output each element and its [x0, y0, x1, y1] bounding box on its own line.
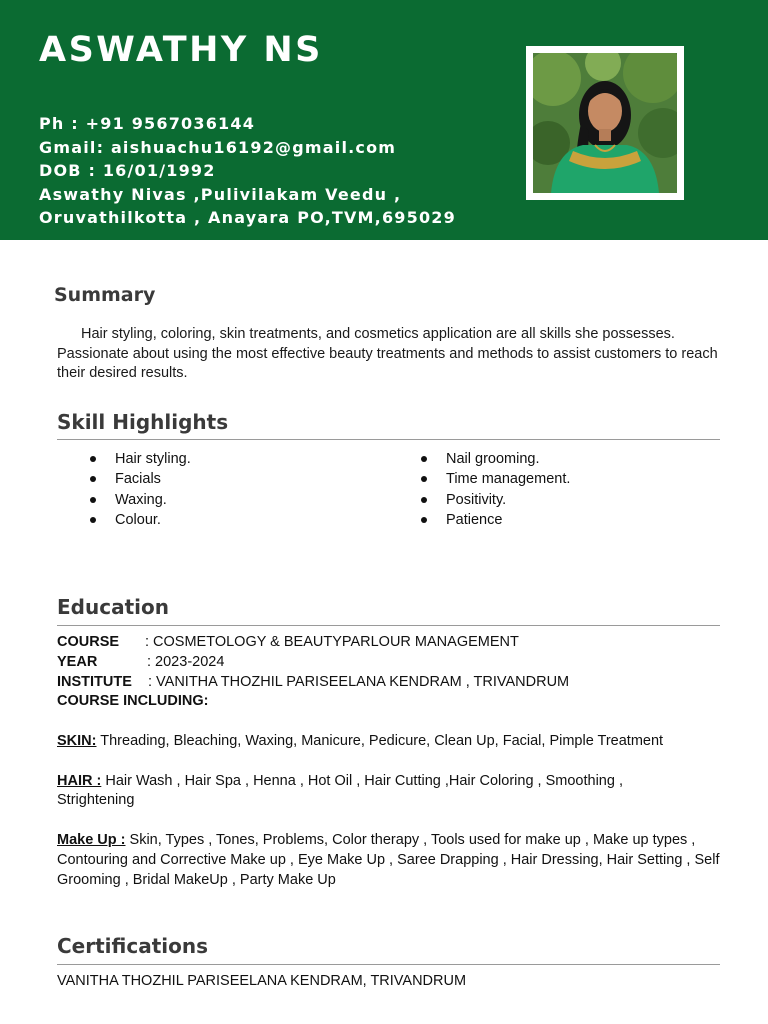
skill-item: Colour.: [57, 510, 191, 530]
skills-divider: [57, 439, 720, 440]
course-value: : COSMETOLOGY & BEAUTYPARLOUR MANAGEMENT: [145, 634, 519, 650]
summary-body: Hair styling, coloring, skin treatments, and cosmetics application are all skills she possesses. Passionate about using the most effective beauty treatments and methods to assist customers to reach their desired results.: [57, 326, 718, 382]
header-banner: [0, 0, 768, 240]
skin-paragraph: [57, 732, 727, 752]
skin-label: SKIN:: [57, 732, 97, 749]
course-including-label: COURSE INCLUDING:: [57, 693, 209, 710]
skill-item: Nail grooming.: [388, 449, 570, 469]
certifications-heading: Certifications: [57, 934, 208, 958]
profile-photo: [526, 46, 684, 200]
makeup-text: Skin, Types , Tones, Problems, Color therapy , Tools used for make up , Make up types , Contouring and Corrective Make up , Eye Make Up , Saree Drapping , Hair Dressing, Hair Setting , Self Grooming , Bridal MakeUp , Party Make Up: [57, 831, 720, 888]
institute-label: INSTITUTE: [57, 673, 132, 690]
portrait-illustration: [533, 53, 677, 193]
course-row: [57, 633, 727, 653]
skill-item: Positivity.: [388, 490, 570, 510]
year-label: YEAR: [57, 653, 98, 670]
certifications-divider: [57, 964, 720, 965]
education-block: [57, 633, 727, 890]
skill-item: Time management.: [388, 469, 570, 489]
summary-heading: Summary: [54, 284, 156, 306]
course-label: COURSE: [57, 634, 120, 650]
email-address: Gmail: aishuachu16192@gmail.com: [39, 137, 397, 157]
date-of-birth: DOB : 16/01/1992: [39, 161, 216, 180]
skills-list-right: [388, 449, 570, 531]
phone-number: Ph : +91 9567036144: [39, 114, 256, 133]
address-line-1: Aswathy Nivas ,Pulivilakam Veedu ,: [39, 184, 402, 204]
education-heading: Education: [57, 595, 169, 619]
course-including-row: [57, 692, 727, 712]
year-row: [57, 653, 727, 673]
skill-item: Patience: [388, 510, 570, 530]
certification-entry: VANITHA THOZHIL PARISEELANA KENDRAM, TRIVANDRUM: [57, 973, 467, 989]
institute-row: [57, 673, 727, 693]
skill-item: Hair styling.: [57, 449, 191, 469]
makeup-label: Make Up :: [57, 831, 126, 848]
year-value: : 2023-2024: [147, 653, 225, 670]
skill-item: Waxing.: [57, 490, 191, 510]
candidate-name: ASWATHY NS: [39, 30, 323, 70]
institute-value: : VANITHA THOZHIL PARISEELANA KENDRAM , TRIVANDRUM: [148, 673, 570, 690]
skills-list-left: [57, 449, 191, 531]
hair-label: HAIR :: [57, 772, 102, 789]
address-line-2: Oruvathilkotta , Anayara PO,TVM,695029: [39, 208, 456, 227]
hair-paragraph: [57, 772, 672, 812]
skill-item: Facials: [57, 469, 191, 489]
contact-block: [39, 112, 509, 230]
makeup-paragraph: [57, 831, 722, 890]
education-divider: [57, 625, 720, 626]
hair-text: Hair Wash , Hair Spa , Henna , Hot Oil , Hair Cutting ,Hair Coloring , Smoothing , Strightening: [57, 772, 623, 809]
skills-heading: Skill Highlights: [57, 410, 229, 434]
skin-text: Threading, Bleaching, Waxing, Manicure, Pedicure, Clean Up, Facial, Pimple Treatment: [100, 732, 664, 749]
summary-text: [57, 325, 722, 384]
